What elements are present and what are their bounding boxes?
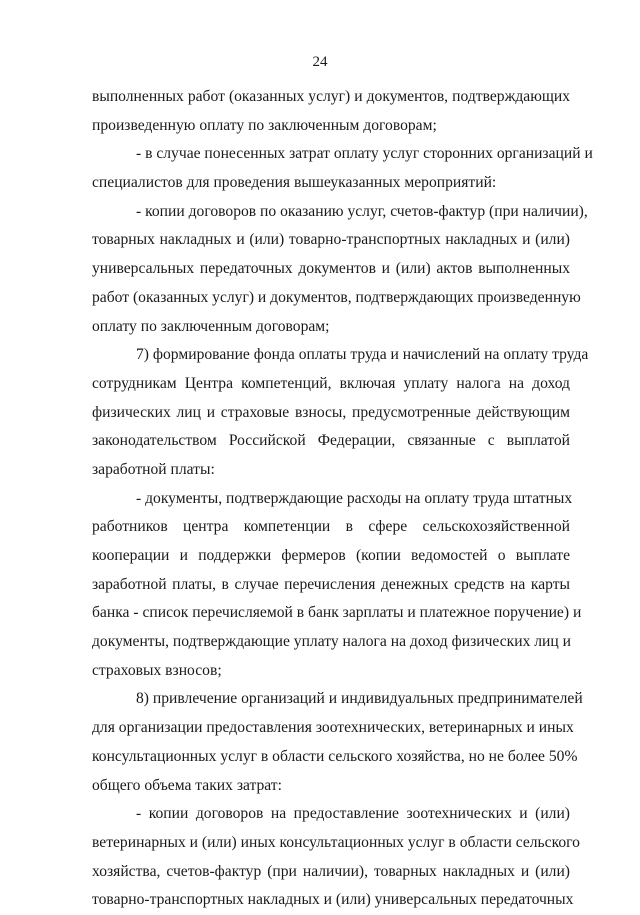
text-line: заработной платы:	[92, 460, 215, 478]
text-line: - копии договоров на предоставление зоотехнических и (или)	[136, 805, 570, 823]
text-line: выполненных работ (оказанных услуг) и документов, подтверждающих	[92, 88, 570, 105]
text-line: ветеринарных и (или) иных консультационных услуг в области сельского	[92, 833, 580, 851]
text-line: физических лиц и страховые взносы, предусмотренные действующим	[92, 403, 570, 421]
text-line: работников центра компетенции в сфере сельскохозяйственной	[92, 518, 570, 536]
text-line: работ (оказанных услуг) и документов, подтверждающих произведенную	[92, 288, 581, 306]
text-line: оплату по заключенным договорам;	[92, 317, 330, 335]
text-line: - в случае понесенных затрат оплату услуг сторонних организаций и	[136, 145, 593, 163]
text-line: хозяйства, счетов-фактур (при наличии), товарных накладных и (или)	[92, 862, 570, 880]
text-line: страховых взносов;	[92, 661, 222, 679]
text-line: - документы, подтверждающие расходы на оплату труда штатных	[136, 489, 573, 507]
text-line: законодательством Российской Федерации, связанные с выплатой	[92, 432, 570, 450]
text-line: товарных накладных и (или) товарно-транспортных накладных и (или)	[92, 231, 570, 249]
text-line: 7) формирование фонда оплаты труда и начислений на оплату труда	[136, 346, 589, 364]
text-line: банка - список перечисляемой в банк зарплаты и платежное поручение) и	[92, 604, 582, 622]
text-line: товарно-транспортных накладных и (или) универсальных передаточных	[92, 891, 574, 909]
text-line: сотрудникам Центра компетенций, включая уплату налога на доход	[92, 374, 570, 392]
text-line: общего объема таких затрат:	[92, 776, 282, 794]
text-line: произведенную оплату по заключенным договорам;	[92, 116, 437, 134]
text-line: для организации предоставления зоотехнических, ветеринарных и иных	[92, 719, 574, 737]
text-line: кооперации и поддержки фермеров (копии ведомостей о выплате	[92, 547, 570, 564]
text-line: консультационных услуг в области сельского хозяйства, но не более 50%	[92, 747, 578, 765]
text-line: 8) привлечение организаций и индивидуальных предпринимателей	[136, 690, 583, 708]
text-line: документы, подтверждающие уплату налога на доход физических лиц и	[92, 633, 571, 651]
text-line: специалистов для проведения вышеуказанных мероприятий:	[92, 174, 497, 192]
text-line: - копии договоров по оказанию услуг, счетов-фактур (при наличии),	[136, 202, 588, 220]
document-body	[92, 83, 593, 915]
text-line: заработной платы, в случае перечисления денежных средств на карты	[92, 575, 570, 593]
page-number: 24	[312, 54, 328, 70]
text-line: универсальных передаточных документов и (или) актов выполненных	[92, 260, 570, 278]
